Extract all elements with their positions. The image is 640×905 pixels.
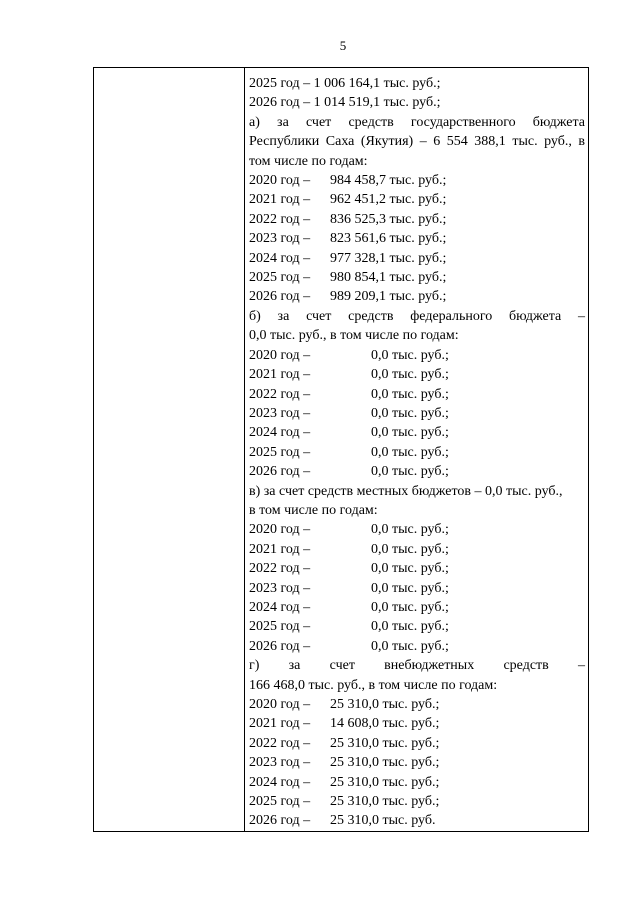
year-amount: 984 458,7 тыс. руб.; <box>330 173 447 189</box>
year-label: 2026 год – <box>249 464 311 480</box>
year-label: 2021 год – <box>249 541 311 557</box>
year-label: 2026 год – <box>249 289 311 305</box>
year-label: 2023 год – <box>249 231 311 247</box>
section-a-year-row <box>249 268 585 287</box>
year-amount: 25 310,0 тыс. руб. <box>330 813 436 829</box>
section-d-year-row <box>249 714 585 733</box>
section-a-year-row <box>249 210 585 229</box>
year-label: 2025 год – <box>249 794 311 810</box>
section-a-year-row <box>249 287 585 306</box>
year-label: 2021 год – <box>249 367 311 383</box>
year-amount: 0,0 тыс. руб.; <box>371 541 449 557</box>
total-2026-line: 2026 год – 1 014 519,1 тыс. руб.; <box>249 95 441 111</box>
year-amount: 0,0 тыс. руб.; <box>371 347 449 363</box>
year-amount: 823 561,6 тыс. руб.; <box>330 231 447 247</box>
section-a-year-row <box>249 249 585 268</box>
year-label: 2020 год – <box>249 522 311 538</box>
year-amount: 962 451,2 тыс. руб.; <box>330 192 447 208</box>
year-amount: 0,0 тыс. руб.; <box>371 638 449 654</box>
year-amount: 14 608,0 тыс. руб.; <box>330 716 440 732</box>
section-a-heading-2: Республики Саха (Якутия) – 6 554 388,1 тыс. руб., в <box>249 134 585 150</box>
section-b-year-row <box>249 462 585 481</box>
section-d-year-row <box>249 734 585 753</box>
year-amount: 0,0 тыс. руб.; <box>371 619 449 635</box>
section-b-year-row <box>249 443 585 462</box>
year-amount: 0,0 тыс. руб.; <box>371 405 449 421</box>
section-c-year-row <box>249 540 585 559</box>
section-b-year-row <box>249 423 585 442</box>
year-label: 2022 год – <box>249 735 311 751</box>
section-c-year-row <box>249 598 585 617</box>
year-amount: 25 310,0 тыс. руб.; <box>330 794 440 810</box>
section-c-year-row <box>249 579 585 598</box>
section-b-year-row <box>249 385 585 404</box>
year-label: 2021 год – <box>249 192 311 208</box>
section-a-year-row <box>249 190 585 209</box>
financing-table <box>93 67 589 832</box>
section-c-heading-2: в том числе по годам: <box>249 502 378 518</box>
year-label: 2022 год – <box>249 386 311 402</box>
section-c-year-row <box>249 520 585 539</box>
section-a-year-row <box>249 229 585 248</box>
year-amount: 25 310,0 тыс. руб.; <box>330 697 440 712</box>
section-a-heading-3: том числе по годам: <box>249 153 368 169</box>
year-amount: 25 310,0 тыс. руб.; <box>330 755 440 771</box>
year-label: 2026 год – <box>249 638 311 654</box>
section-b-year-row <box>249 404 585 423</box>
section-b-year-row <box>249 346 585 365</box>
year-label: 2020 год – <box>249 697 311 712</box>
empty-label-cell <box>94 68 245 831</box>
section-d-heading-2: 166 468,0 тыс. руб., в том числе по годам: <box>249 677 498 693</box>
section-a-year-row <box>249 171 585 190</box>
year-label: 2025 год – <box>249 270 311 286</box>
section-a-heading-1: а) за счет средств государственного бюджета <box>249 114 585 130</box>
year-label: 2022 год – <box>249 561 311 577</box>
year-label: 2024 год – <box>249 250 311 266</box>
year-amount: 25 310,0 тыс. руб.; <box>330 735 440 751</box>
year-label: 2023 год – <box>249 580 311 596</box>
year-amount: 25 310,0 тыс. руб.; <box>330 774 440 790</box>
section-c-heading-1: в) за счет средств местных бюджетов – 0,0 тыс. руб., <box>249 483 563 499</box>
year-label: 2020 год – <box>249 173 311 189</box>
year-amount: 836 525,3 тыс. руб.; <box>330 211 447 227</box>
year-amount: 0,0 тыс. руб.; <box>371 464 449 480</box>
financing-text-cell <box>245 68 588 831</box>
section-b-heading-2: 0,0 тыс. руб., в том числе по годам: <box>249 328 459 344</box>
section-c-year-row <box>249 617 585 636</box>
year-amount: 0,0 тыс. руб.; <box>371 367 449 383</box>
year-label: 2024 год – <box>249 425 311 441</box>
year-label: 2025 год – <box>249 444 311 460</box>
year-amount: 0,0 тыс. руб.; <box>371 425 449 441</box>
year-label: 2024 год – <box>249 774 311 790</box>
section-d-year-row <box>249 753 585 772</box>
section-d-heading-1: г) за счет внебюджетных средств – <box>249 658 585 674</box>
section-c-year-row <box>249 637 585 656</box>
section-d-year-row <box>249 695 585 714</box>
year-amount: 0,0 тыс. руб.; <box>371 561 449 577</box>
section-d-year-row <box>249 792 585 811</box>
year-amount: 980 854,1 тыс. руб.; <box>330 270 447 286</box>
year-amount: 0,0 тыс. руб.; <box>371 580 449 596</box>
year-amount: 0,0 тыс. руб.; <box>371 522 449 538</box>
total-2025-line: 2025 год – 1 006 164,1 тыс. руб.; <box>249 76 441 91</box>
year-label: 2025 год – <box>249 619 311 635</box>
section-c-year-row <box>249 559 585 578</box>
section-d-year-row <box>249 773 585 792</box>
year-label: 2021 год – <box>249 716 311 732</box>
year-label: 2026 год – <box>249 813 311 829</box>
year-label: 2022 год – <box>249 211 311 227</box>
year-label: 2023 год – <box>249 405 311 421</box>
year-label: 2024 год – <box>249 599 311 615</box>
section-d-year-row <box>249 811 585 830</box>
page-number: 5 <box>339 38 347 53</box>
year-amount: 977 328,1 тыс. руб.; <box>330 250 447 266</box>
year-label: 2020 год – <box>249 347 311 363</box>
section-b-heading-1: б) за счет средств федерального бюджета – <box>249 308 585 324</box>
year-label: 2023 год – <box>249 755 311 771</box>
year-amount: 989 209,1 тыс. руб.; <box>330 289 447 305</box>
section-b-year-row <box>249 365 585 384</box>
year-amount: 0,0 тыс. руб.; <box>371 599 449 615</box>
year-amount: 0,0 тыс. руб.; <box>371 444 449 460</box>
year-amount: 0,0 тыс. руб.; <box>371 386 449 402</box>
